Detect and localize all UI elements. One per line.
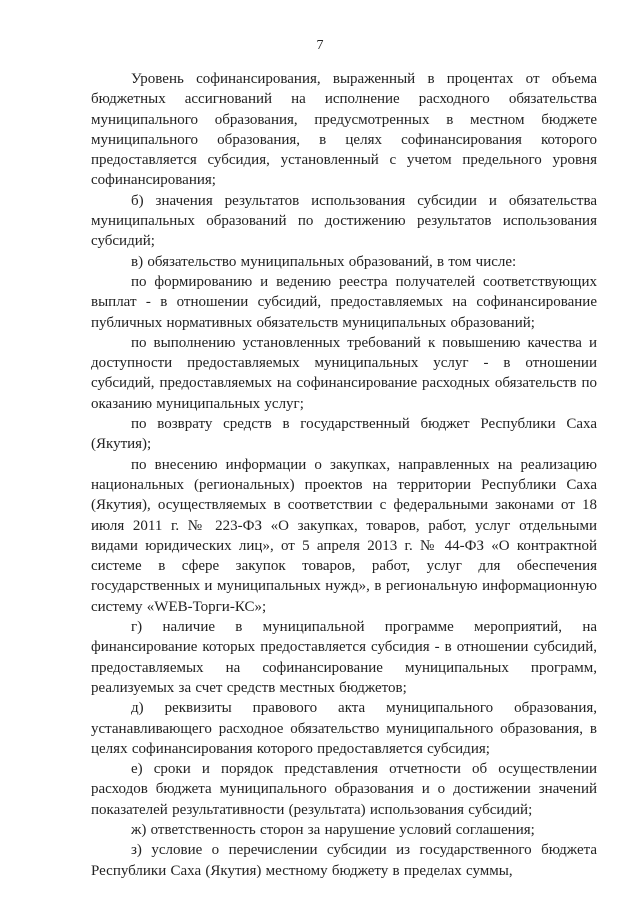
- paragraph-item-d: д) реквизиты правового акта муниципального образования, устанавливающего расходное обязательство муниципального образования, в целях софинансирования которого предоставляется субсидия;: [91, 700, 597, 757]
- paragraph-procurement-info: по внесению информации о закупках, направленных на реализацию национальных (региональных) проектов на территории Республики Саха (Якутия), осуществляемых в соответствии с федеральными законами от 18 июля 2011 г. № 223-ФЗ «О закупках, товаров, работ, услуг отдельными видами юридических лиц», от 5 апреля 2013 г. № 44-ФЗ «О контрактной системе в сфере закупок товаров, работ, услуг для обеспечения государственных и муниципальных нужд», в региональную информационную систему «WEB-Торги-КС»;: [91, 456, 597, 615]
- paragraph-cofinancing-level: Уровень софинансирования, выраженный в процентах от объема бюджетных ассигнований на исполнение расходного обязательства муниципального образования, предусмотренных в местном бюджете муниципального образования, в целях софинансирования которого предоставляется субсидия, установленный с учетом предельного уровня софинансирования;: [91, 71, 597, 189]
- paragraph-registry: по формированию и ведению реестра получателей соответствующих выплат - в отношении субсидий, предоставляемых на софинансирование публичных нормативных обязательств муниципальных образований;: [91, 273, 597, 331]
- paragraph-item-z: з) условие о перечислении субсидии из государственного бюджета Республики Саха (Якутия) местному бюджету в пределах суммы,: [91, 842, 597, 879]
- paragraph-item-g: г) наличие в муниципальной программе мероприятий, на финансирование которых предоставляется субсидия - в отношении субсидий, предоставляемых на софинансирование муниципальных программ, реализуемых за счет средств местных бюджетов;: [91, 619, 597, 696]
- page-number: 7: [316, 38, 324, 53]
- document-body: [91, 69, 597, 881]
- paragraph-item-v: в) обязательство муниципальных образований, в том числе:: [131, 253, 517, 270]
- paragraph-item-b: б) значения результатов использования субсидии и обязательства муниципальных образований по достижению результатов использования субсидий;: [91, 192, 597, 250]
- paragraph-service-quality: по выполнению установленных требований к повышению качества и доступности предоставляемых муниципальных услуг - в отношении субсидий, предоставляемых на софинансирование расходных обязательств по оказанию муниципальных услуг;: [91, 334, 597, 412]
- paragraph-item-e: е) сроки и порядок представления отчетности об осуществлении расходов бюджета муниципального образования и о достижении значений показателей результативности (результата) использования субсидий;: [91, 761, 597, 818]
- paragraph-return-funds: по возврату средств в государственный бюджет Республики Саха (Якутия);: [91, 416, 597, 453]
- paragraph-item-zh: ж) ответственность сторон за нарушение условий соглашения;: [131, 821, 535, 838]
